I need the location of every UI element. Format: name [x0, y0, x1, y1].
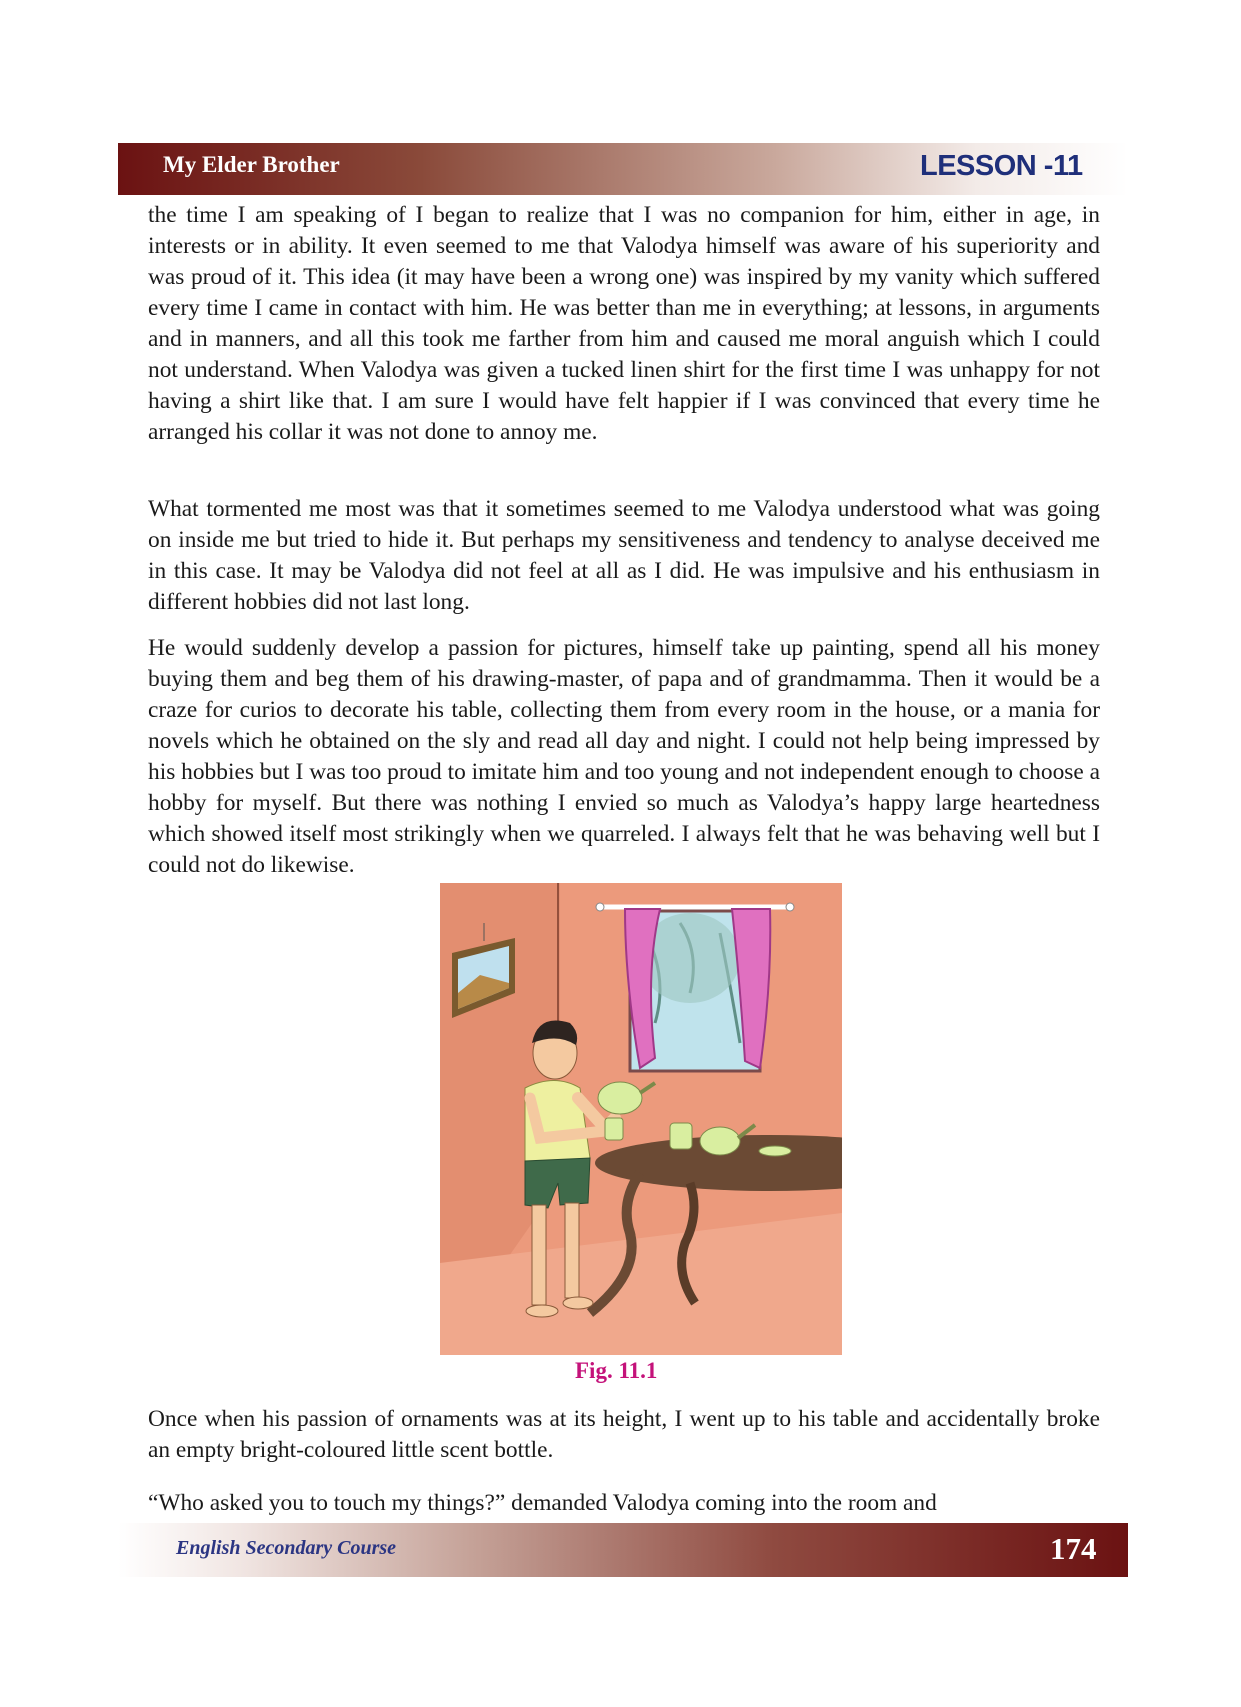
- chapter-title: My Elder Brother: [163, 152, 340, 177]
- paragraph: He would suddenly develop a passion for pictures, himself take up painting, spend all his money buying them and beg them of his drawing-master, of papa and of grandmamma. Then it would be a craze for curios to decorate his table, collecting them from every room in the house, or a mania for novels which he obtained on the sly and read all day and night. I could not help being impressed by his hobbies but I was too proud to imitate him and too young and not independent enough to choose a hobby for myself. But there was nothing I envied so much as Valodya’s happy large heartedness which showed itself most strikingly when we quarreled. I always felt that he was behaving well but I could not do likewise.: [148, 635, 1100, 878]
- page-number: 174: [1050, 1531, 1097, 1566]
- figure-caption: Fig. 11.1: [575, 1358, 658, 1383]
- paragraph: Once when his passion of ornaments was at its height, I went up to his table and accidentally broke an empty bright-coloured little scent bottle.: [148, 1406, 1100, 1463]
- lesson-number: LESSON -11: [920, 150, 1083, 182]
- course-name: English Secondary Course: [176, 1537, 397, 1559]
- illustration-boy-with-teapot: [440, 883, 842, 1355]
- paragraph: “Who asked you to touch my things?” demanded Valodya coming into the room and: [148, 1490, 937, 1516]
- paragraph: the time I am speaking of I began to realize that I was no companion for him, either in age, in interests or in ability. It even seemed to me that Valodya himself was aware of his superiority and was proud of it. This idea (it may have been a wrong one) was inspired by my vanity which suffered every time I came in contact with him. He was better than me in everything; at lessons, in arguments and in manners, and all this took me farther from him and caused me moral anguish which I could not understand. When Valodya was given a tucked linen shirt for the first time I was unhappy for not having a shirt like that. I am sure I would have felt happier if I was convinced that every time he arranged his collar it was not done to annoy me.: [148, 202, 1100, 445]
- paragraph: What tormented me most was that it sometimes seemed to me Valodya understood what was going on inside me but tried to hide it. But perhaps my sensitiveness and tendency to analyse deceived me in this case. It may be Valodya did not feel at all as I did. He was impulsive and his enthusiasm in different hobbies did not last long.: [148, 496, 1100, 615]
